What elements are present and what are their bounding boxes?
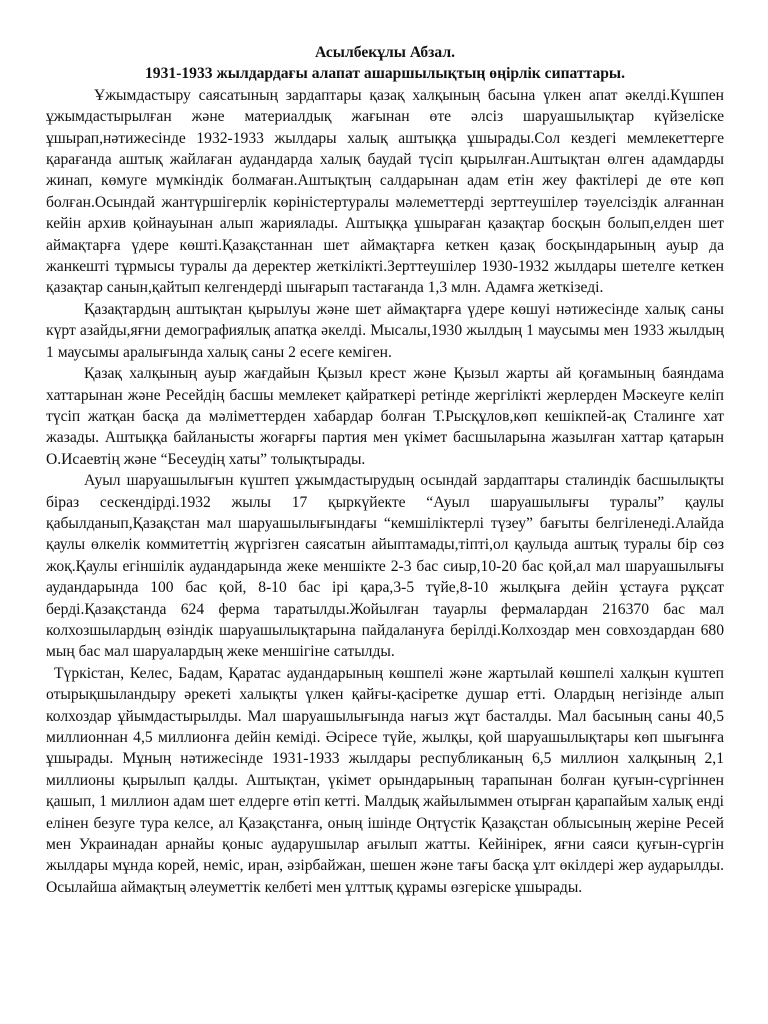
- author-name: Асылбекұлы Абзал.: [315, 44, 455, 61]
- document-title: 1931-1933 жылдардағы алапат ашаршылықтың өңірлік сипаттары.: [145, 65, 625, 83]
- paragraph-regional-sedentarization: Түркістан, Келес, Бадам, Қаратас аудандарының көшпелі және жартылай көшпелі халқын күштеп отырықшыландыру әрекеті халықты үлкен қайғы-қасіретке душар етті. Олардың негізінде алып колхоздар ұйымдастырылды. Мал шаруашылығында нағыз жұт басталды. Мал басының саны 40,5 миллионнан 4,5 миллионға дейін кеміді. Әсіресе түйе, жылқы, қой шаруашылықтары көп шығынға ұшырады. Мұның нәтижесінде 1931-1933 жылдары республиканың 6,5 миллион халқының 2,1 миллионы қырылып қалды. Аштықтан, үкімет орындарының тарапынан болған қуғын-сүргіннен қашып, 1 миллион адам шет елдерге өтіп кетті. Малдық жайылыммен отырған қарапайым халық енді елінен безуге тура келсе, ал Қазақстанға, оның ішінде Оңтүстік Қазақстан облысының жеріне Ресей мен Украинадан арнайы қоныс аударушылар ағылып жатты. Кейінірек, яғни саяси қуғын-сүргін жылдары мұнда корей, неміс, иран, әзірбайжан, шешен және тағы басқа ұлт өкілдері жер аударылды. Осылайша аймақтың әлеуметтік келбеті мен ұлттық құрамы өзгеріске ұшырады.: [46, 664, 724, 896]
- paragraph-letters-to-stalin: Қазақ халқының ауыр жағдайын Қызыл крест және Қызыл жарты ай қоғамының баяндама хаттарынан және Ресейдің басшы мемлекет қайраткері ретінде жергілікті жерлерден Мәскеуге келіп түсіп жатқан басқа да мәліметтерден хабардар болған Т.Рысқұлов,көп кешікпей-ақ Сталинге хат жазады. Аштыққа байланысты жоғарғы партия мен үкімет басшыларына жазылған хаттар қатарын О.Исаевтің және “Бесеудің хаты” толықтырады.: [46, 365, 724, 468]
- paragraph-collectivization-consequences: Ұжымдастыру саясатының зардаптары қазақ халқының басына үлкен апат әкелді.Күшпен ұжымдастырылған және материалдық жағынан өте әлсіз шаруашылықтар күйзеліске ұшырап,нәтижесінде 1932-1933 жылдары халық аштыққа ұшырады.Сол кездегі мемлекеттерге қарағанда аштық жайлаған аудандарда халық баудай түсіп қырылған.Аштықтан өлген адамдарды жинап, көмуге мүмкіндік болмаған.Аштықтың салдарынан адам етін жеу фактілері де өте көп болған.Осындай жантүршігерлік көріністертуралы мәлеметтерді зерттеушілер тәуелсіздік алғаннан кейін архив қойнауынан алып жариялады. Аштыққа ұшыраған қазақтар босқын болып,елден шет аймақтарға үдере көшті.Қазақстаннан шет аймақтарға кеткен қазақ босқындарының ауыр да жанкешті тұрмысы туралы да деректер жеткілікті.Зерттеушілер 1930-1932 жылдары шетелге кеткен қазақтар санын,қайтып келгендерді шығарып тастағанда 1,3 млн. Адамға жеткізеді.: [46, 86, 724, 297]
- paragraph-demographic-catastrophe: Қазақтардың аштықтан қырылуы және шет аймақтарға үдере көшуі нәтижесінде халық саны күрт азайды,яғни демографиялық апатқа әкелді. Мысалы,1930 жылдың 1 маусымы мен 1933 жылдың 1 маусымы аралығында халық саны 2 есеге кеміген.: [46, 300, 724, 361]
- paragraph-agriculture-resolution: Ауыл шаруашылығын күштеп ұжымдастырудың осындай зардаптары сталиндік басшылықты біраз сескендірді.1932 жылы 17 қыркүйекте “Ауыл шаруашылығы туралы” қаулы қабылданып,Қазақстан мал шаруашылығындағы “кемшіліктерлі түзеу” бағыты белгіленеді.Алайда қаулы өлкелік коммитеттің жүргізген саясатын айыптамады,тіпті,ол қаулыда аштық туралы бір сөз жоқ.Қаулы егіншілік аудандарында жеке меншікте 2-3 бас сиыр,10-20 бас қой,ал мал шаруашылығы аудандарында 100 бас қой, 8-10 бас ірі қара,3-5 түйе,8-10 жылқыға дейін ұстауға рұқсат берді.Қазақстанда 624 ферма таратылды.Жойылған тауарлы фермалардан 216370 бас мал колхозшылардың өзіндік шаруашылықтарына пайдалануға берілді.Колхоздар мен совхоздардан 680 мың бас мал шаруалардың жеке меншігіне сатылды.: [46, 472, 724, 661]
